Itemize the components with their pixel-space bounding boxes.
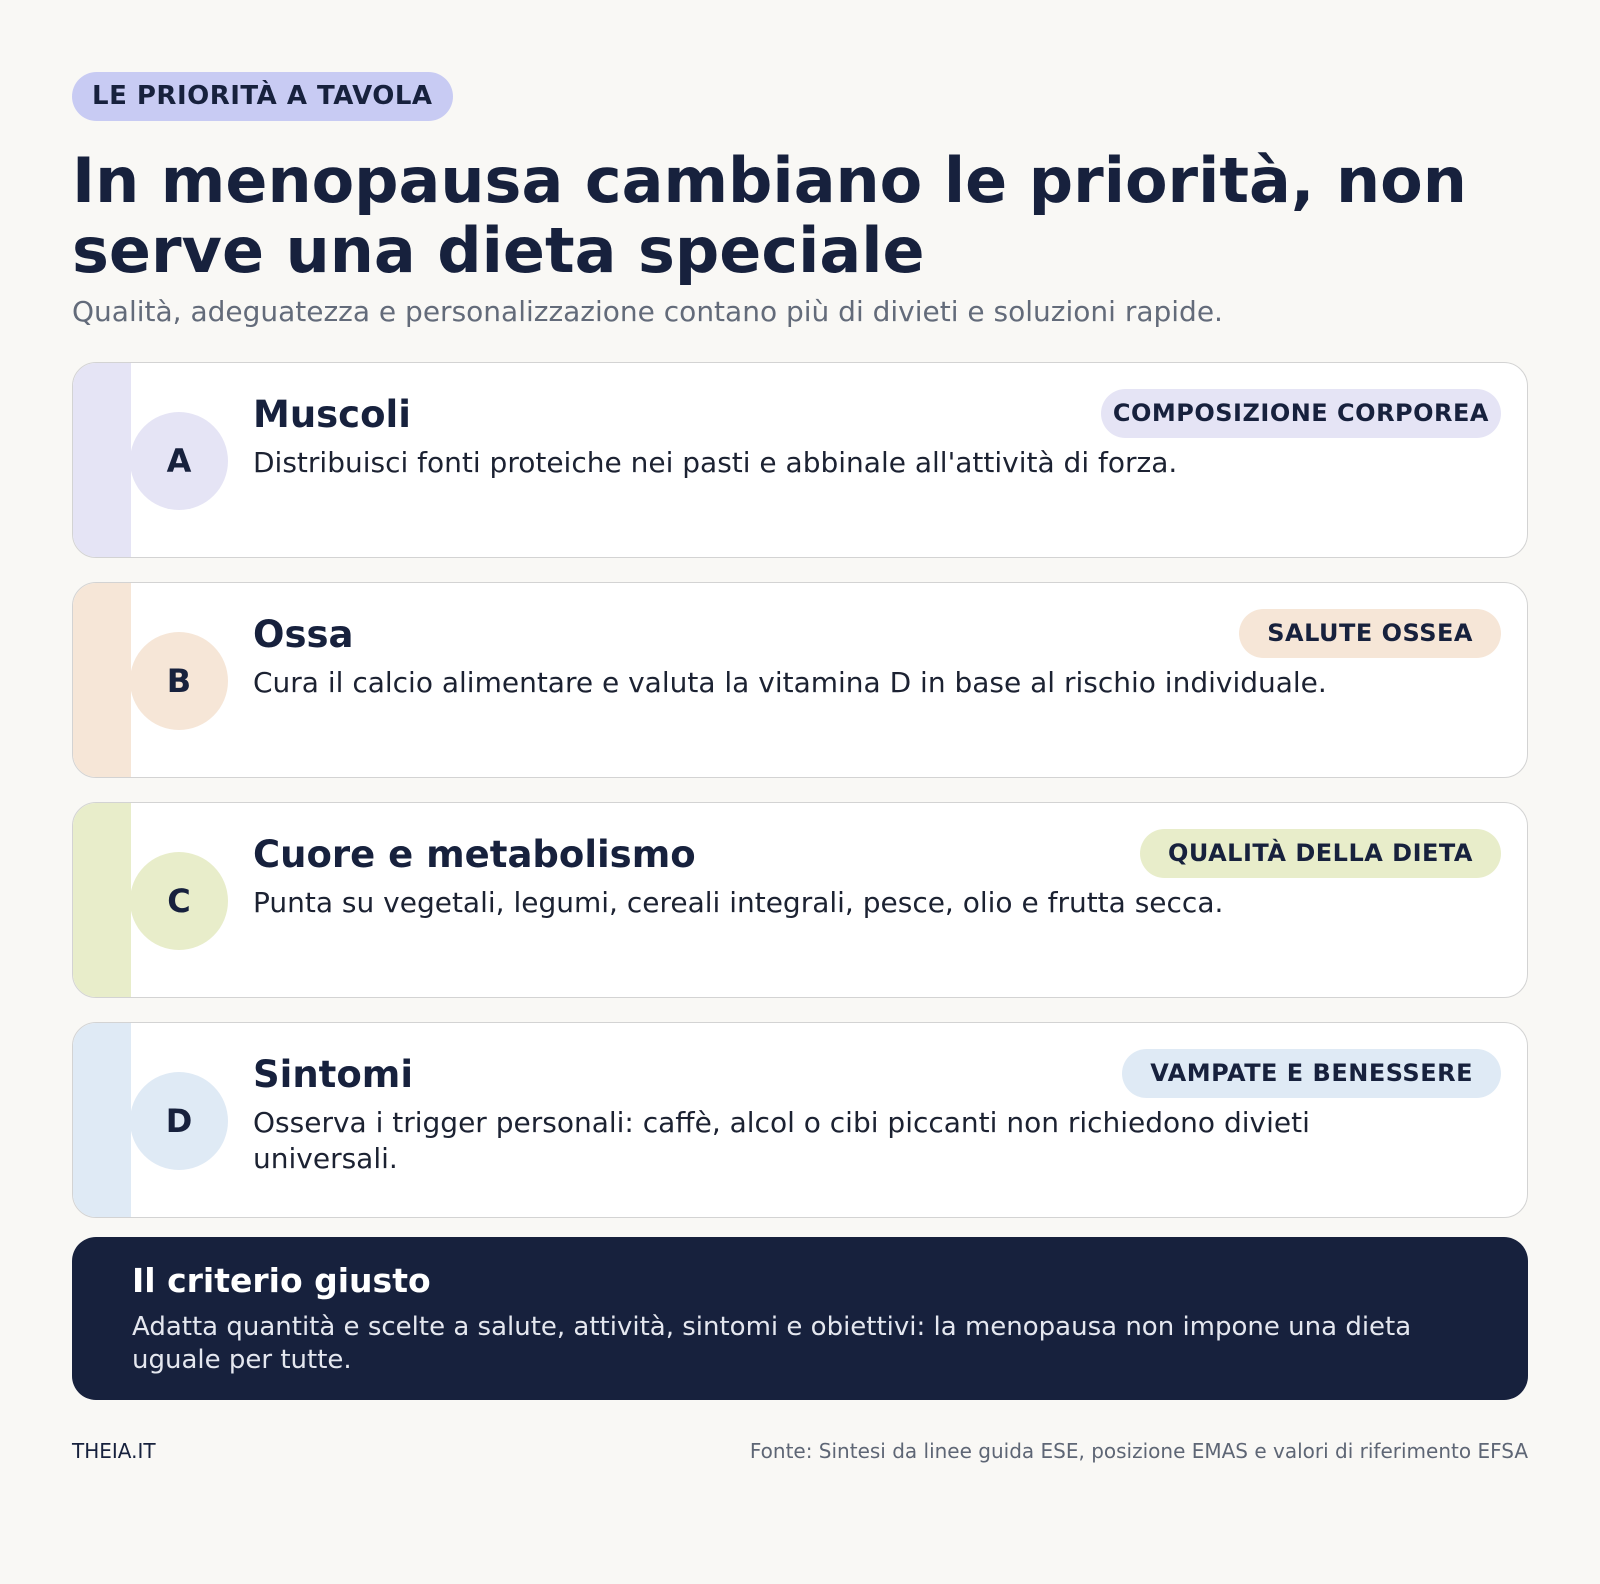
card-accent-strip [73,363,131,557]
priority-card-muscoli [72,362,1528,558]
page-title: In menopausa cambiano le priorità, non serve una dieta speciale [72,144,1467,287]
criterion-box [72,1237,1528,1400]
card-description: Distribuisci fonti proteiche nei pasti e abbinale all'attività di forza. [253,446,1178,479]
priority-card-sintomi [72,1022,1528,1218]
card-title: Ossa [253,613,354,656]
card-accent-strip [73,1023,131,1217]
card-tag: SALUTE OSSEA [1239,609,1501,658]
card-letter-badge: B [130,632,228,730]
page-subtitle: Qualità, adeguatezza e personalizzazione contano più di divieti e soluzioni rapide. [72,295,1223,328]
card-description: Osserva i trigger personali: caffè, alcol o cibi piccanti non richiedono divieti universali. [253,1106,1310,1175]
card-title: Sintomi [253,1053,414,1096]
card-letter-badge: C [130,852,228,950]
card-tag: VAMPATE E BENESSERE [1122,1049,1501,1098]
priority-card-cuore-metabolismo [72,802,1528,998]
card-tag: COMPOSIZIONE CORPOREA [1101,389,1501,438]
card-letter-badge: D [130,1072,228,1170]
card-description: Punta su vegetali, legumi, cereali integrali, pesce, olio e frutta secca. [253,886,1224,919]
eyebrow-badge: LE PRIORITÀ A TAVOLA [72,72,453,121]
priority-card-ossa [72,582,1528,778]
footer-brand: THEIA.IT [72,1439,156,1463]
criterion-text: Adatta quantità e scelte a salute, attività, sintomi e obiettivi: la menopausa non impone una dieta uguale per tutte. [132,1312,1412,1375]
criterion-title: Il criterio giusto [132,1261,431,1300]
footer-source: Fonte: Sintesi da linee guida ESE, posizione EMAS e valori di riferimento EFSA [749,1439,1528,1463]
card-title: Muscoli [253,393,411,436]
card-tag: QUALITÀ DELLA DIETA [1140,829,1501,878]
card-title: Cuore e metabolismo [253,833,696,876]
card-letter-badge: A [130,412,228,510]
card-accent-strip [73,803,131,997]
card-accent-strip [73,583,131,777]
card-description: Cura il calcio alimentare e valuta la vitamina D in base al rischio individuale. [253,666,1327,699]
